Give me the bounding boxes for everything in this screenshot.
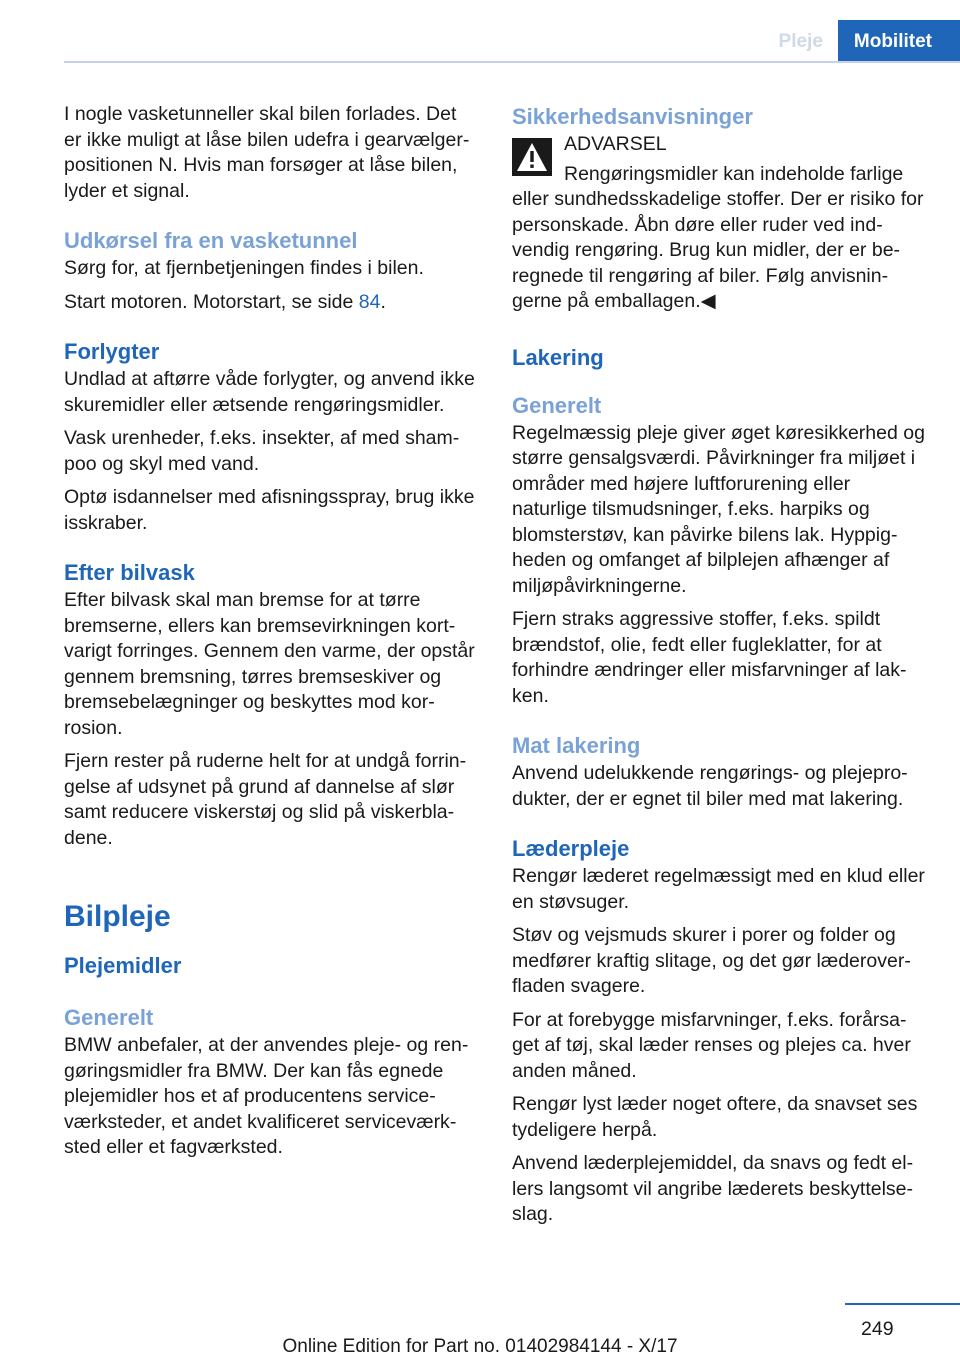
udkorsel-paragraph-2	[64, 290, 479, 316]
laeder-paragraph-5: Anvend læderplejemiddel, da snavs og fedt ellers langsomt vil angribe læderets beskyttelseslag.	[512, 1152, 914, 1225]
warning-text-first: Rengøringsmidler kan indeholde farlige	[564, 162, 904, 185]
warning-triangle-icon	[512, 138, 552, 176]
heading-mat-lakering: Mat lakering	[512, 733, 641, 758]
heading-generelt-right: Generelt	[512, 392, 602, 418]
heading-bilpleje: Bilpleje	[64, 900, 171, 933]
forlygter-paragraph-2: Vask urenheder, f.eks. insekter, af med shampoo og skyl med vand.	[64, 427, 460, 475]
heading-lakering: Lakering	[512, 344, 604, 370]
heading-generelt-left: Generelt	[64, 1005, 154, 1030]
right-column	[512, 102, 927, 1236]
heading-udkorsel: Udkørsel fra en vasketunnel	[64, 228, 358, 253]
heading-sikkerhed: Sikkerhedsanvisninger	[512, 104, 753, 129]
header-tabs	[764, 20, 960, 62]
laeder-paragraph-1: Rengør læderet regelmæssigt med en klud eller en støvsuger.	[512, 865, 925, 913]
lakering-paragraph-1: Regelmæssig pleje giver øget køresikkerhed og større gensalgsværdi. Påvirkninger fra miljøet i områder med højere luftforurening eller naturlige tilsmudsninger, f.eks. harpiks og blomsterstøv, kan påvirke bilens lak. Hyppigheden og omfanget af bilplejen afhænger af miljøpåvirkningerne.	[512, 421, 925, 597]
efter-paragraph-2: Fjern rester på ruderne helt for at undgå forringelse af udsynet på grund af dannelse af slør samt reducere viskerstøj og slid på viskerbladene.	[64, 750, 467, 849]
left-column	[64, 102, 479, 1169]
heading-plejemidler: Plejemidler	[64, 953, 182, 978]
warning-text-rest: eller sundhedsskadelige stoffer. Der er risiko for personskade. Åbn døre eller ruder ved indvendig rengøring. Brug kun midler, der er beregnede til rengøring af biler. Følg anvisningerne på emballagen.◀	[512, 188, 924, 312]
mat-paragraph: Anvend udelukkende rengørings- og plejeprodukter, der er egnet til biler med mat lakering.	[512, 762, 908, 810]
header-rule	[64, 61, 960, 63]
lakering-paragraph-2: Fjern straks aggressive stoffer, f.eks. spildt brændstof, olie, fedt eller fugleklatter, for at forhindre ændringer eller misfarvninger af lakken.	[512, 608, 907, 707]
warning-title: ADVARSEL	[564, 133, 667, 155]
forlygter-paragraph-1: Undlad at aftørre våde forlygter, og anvend ikke skuremidler eller ætsende rengøringsmidler.	[64, 368, 475, 416]
forlygter-paragraph-3: Optø isdannelser med afisningsspray, brug ikke isskraber.	[64, 486, 475, 534]
efter-paragraph-1: Efter bilvask skal man bremse for at tørre bremserne, ellers kan bremsevirkningen kortvarigt forringes. Gennem den varme, der opstår gennem bremsning, tørres bremseskiver og bremsebelægninger og beskyttes mod korrosion.	[64, 589, 475, 739]
tab-pleje[interactable]: Pleje	[764, 20, 838, 62]
laeder-paragraph-4: Rengør lyst læder noget oftere, da snavset ses tydeligere herpå.	[512, 1093, 918, 1141]
generelt-paragraph-left: BMW anbefaler, at der anvendes pleje- og rengøringsmidler fra BMW. Der kan fås egnede plejemidler hos et af producentens serviceværksteder, et andet kvalificeret serviceværksted eller et fagværksted.	[64, 1034, 469, 1158]
page-number: 249	[861, 1318, 894, 1340]
warning-block	[512, 132, 927, 187]
heading-forlygter: Forlygter	[64, 339, 160, 364]
udkorsel-end: .	[380, 290, 386, 313]
udkorsel-paragraph-1: Sørg for, at fjernbetjeningen findes i bilen.	[64, 257, 424, 279]
laeder-paragraph-2: Støv og vejsmuds skurer i porer og folder og medfører kraftig slitage, og det gør læderoverfladen svagere.	[512, 924, 911, 997]
intro-paragraph: I nogle vasketunneller skal bilen forlades. Det er ikke muligt at låse bilen udefra i gearvælgerpositionen N. Hvis man forsøger at låse bilen, lyder et signal.	[64, 103, 470, 202]
online-edition-text: Online Edition for Part no. 01402984144 - X/17	[282, 1336, 678, 1357]
udkorsel-text: Start motoren. Motorstart, se side	[64, 290, 359, 313]
page-reference-link[interactable]: 84	[358, 290, 381, 313]
laeder-paragraph-3: For at forebygge misfarvninger, f.eks. forårsaget af tøj, skal læder renses og plejes ca. hver anden måned.	[512, 1008, 911, 1082]
footer-rule	[845, 1303, 960, 1305]
heading-efter-bilvask: Efter bilvask	[64, 560, 195, 585]
tab-mobilitet[interactable]: Mobilitet	[838, 20, 960, 62]
heading-laederpleje: Læderpleje	[512, 836, 630, 861]
